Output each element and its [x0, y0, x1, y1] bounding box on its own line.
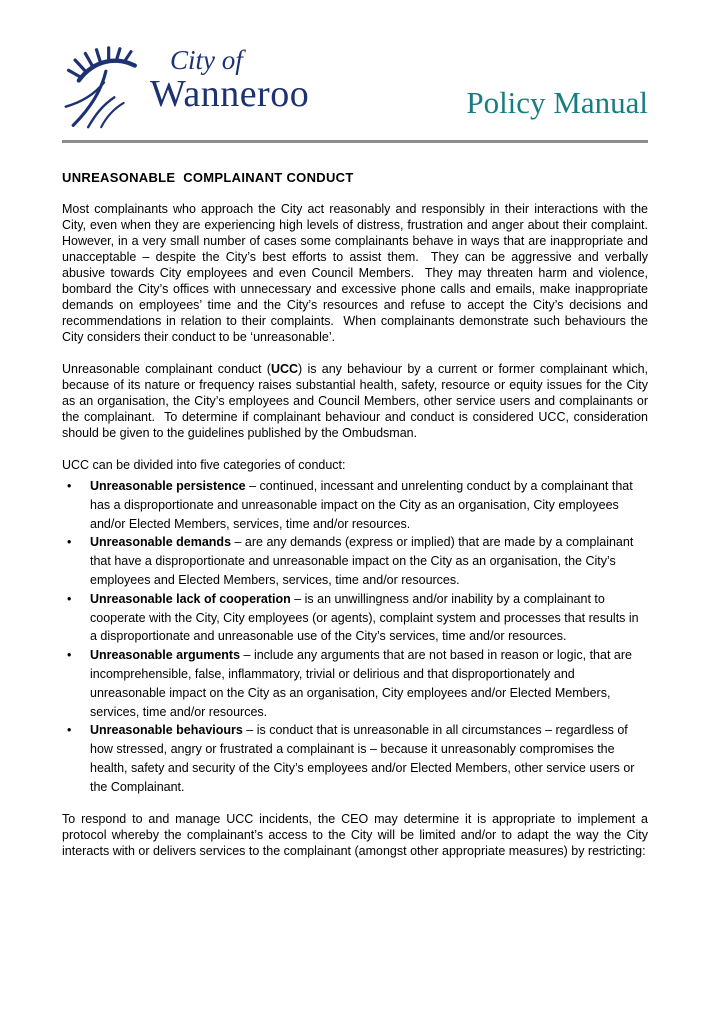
list-item-lead: Unreasonable arguments: [90, 648, 241, 663]
list-item-lead: Unreasonable behaviours: [90, 723, 243, 738]
list-item-rest: – is conduct that is unreasonable in all circumstances – regardless of how stressed, angry or frustrated a complainant is – because it unreasonably compromises the health, safety and security of the City’s employees and/or Elected Members, other service users or the Complainant.: [90, 723, 638, 794]
bullet-marker: •: [67, 535, 72, 550]
list-item-lead: Unreasonable persistence: [90, 479, 246, 493]
list-item-rest: – is an unwillingness and/or inability by a complainant to cooperate with the City, City employees (or agents), complaint system and processes that results in a disproportionate and unreasonable use of the City’s services, time and/or resources.: [90, 591, 643, 644]
list-item-rest: – continued, incessant and unrelenting conduct by a complainant that has a disproportionate and unreasonable impact on the City as an organisation, City employees and/or Elected Members, services, time and/or resources.: [90, 479, 637, 531]
list-item-text: [90, 590, 648, 646]
logo-wordmark: [150, 45, 309, 113]
list-item: [62, 533, 648, 589]
list-item-text: [90, 721, 648, 796]
list-item-text: [90, 533, 648, 589]
paragraph-ucc-definition: [62, 361, 652, 441]
list-item: [62, 721, 648, 796]
paragraph-intro: Most complainants who approach the City act reasonably and responsibly in their interactions with the City, even when they are experiencing high levels of distress, frustration and anger about their complaint. However, in a very small number of cases some complainants behave in ways that are inappropriate and unacceptable – despite the City’s best efforts to assist them. They can be aggressive and verbally abusive towards City employees and even Council Members. They may threaten harm and violence, bombard the City’s offices with unnecessary and excessive phone calls and emails, make inappropriate demands on employees’ time and the City’s resources and refuse to accept the City’s decisions and recommendations in relation to their complaints. When complainants demonstrate such behaviours the City considers their conduct to be ‘unreasonable’.: [62, 202, 655, 344]
section-title: UNREASONABLE COMPLAINANT CONDUCT: [62, 170, 354, 185]
policy-manual-heading: Policy Manual: [466, 85, 648, 120]
bullet-marker: •: [67, 648, 72, 663]
list-item-text: [90, 646, 648, 721]
kangaroo-paw-flower-icon: [62, 46, 146, 130]
ucc-categories-list: [62, 477, 648, 797]
bullet-marker: •: [67, 723, 72, 738]
city-of-wanneroo-logo: [62, 44, 309, 130]
ucc-definition-pre: Unreasonable complainant conduct (: [62, 362, 271, 376]
list-item: [62, 646, 648, 721]
list-item-rest: – include any arguments that are not based in reason or logic, that are incomprehensible, false, inflammatory, trivial or delirious and that disproportionately and unreasonable impact on the City as an organisation, City employees and/or Elected Members, services, time and/or resources.: [90, 648, 636, 719]
document-header: [62, 46, 648, 130]
list-item: [62, 477, 648, 533]
list-item-text: [90, 477, 648, 533]
logo-city-of-text: City of: [170, 45, 243, 75]
paragraph-response: To respond to and manage UCC incidents, the CEO may determine it is appropriate to implement a protocol whereby the complainant’s access to the City will be limited and/or to adapt the way the City interacts with or delivers services to the complainant (amongst other appropriate measures) by restricting:: [62, 811, 652, 858]
list-item-rest: – are any demands (express or implied) that are made by a complainant that have a disproportionate and unreasonable impact on the City as an organisation, the City’s employees and Elected Members, services, time and/or resources.: [90, 535, 637, 587]
bullet-marker: •: [67, 591, 72, 606]
ucc-acronym: UCC: [270, 362, 299, 376]
paragraph-list-intro: UCC can be divided into five categories of conduct:: [62, 458, 346, 472]
list-item-lead: Unreasonable lack of cooperation: [90, 591, 291, 606]
ucc-definition-post: ) is any behaviour by a current or former complainant which, because of its nature or frequency raises substantial health, safety, resource or equity issues for the City as an organisation, the City’s employees and Council Members, other service users and complainants or the complainant. To determine if complainant behaviour and conduct is considered UCC, consideration should be given to the guidelines published by the Ombudsman.: [62, 362, 652, 440]
list-item: [62, 590, 648, 646]
list-item-lead: Unreasonable demands: [90, 535, 232, 550]
bullet-marker: •: [67, 479, 72, 493]
document-body: [62, 170, 655, 859]
logo-wanneroo-text: Wanneroo: [150, 73, 310, 115]
header-divider: [62, 140, 648, 143]
